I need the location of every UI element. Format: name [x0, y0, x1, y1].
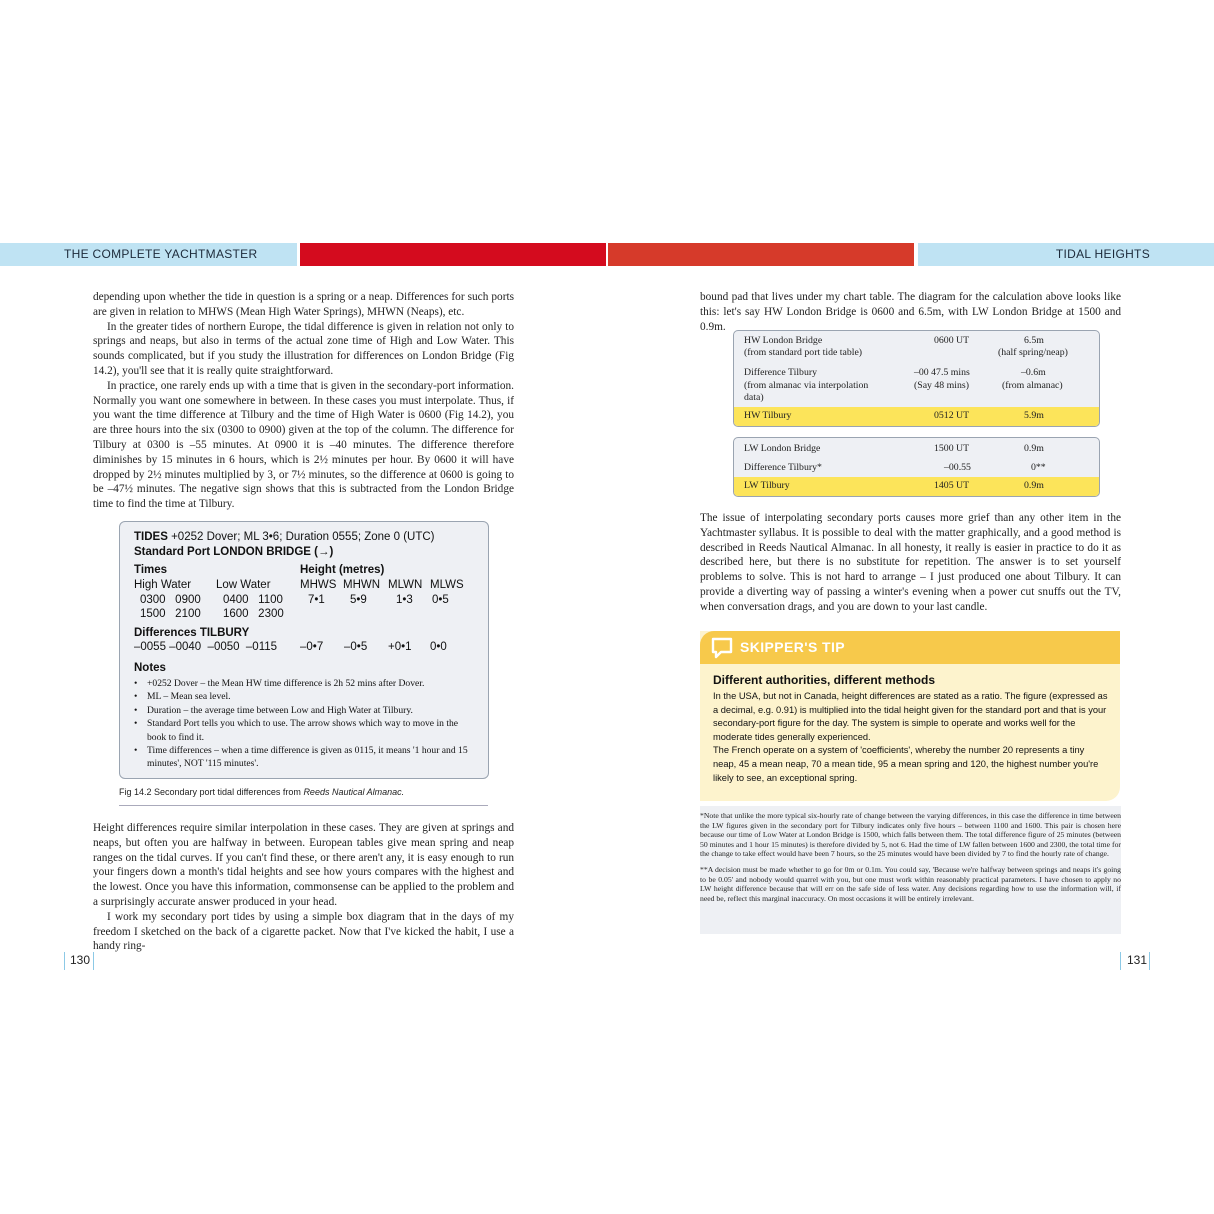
difference-mlws: 0•0: [430, 641, 447, 653]
standard-port-line: Standard Port LONDON BRIDGE (→): [134, 546, 334, 558]
paragraph: The issue of interpolating secondary ports causes more grief than any other item in the Yachtmaster syllabus. It is possible to deal with the matter graphically, and a good method is described in Reeds Nautical Almanac. In all honesty, it really is easier in practice to do it as described here, but there is no substitute for repetition. The answer is to set yourself problems to solve. This is not hard to arrange – I just produced one about Tilbury. It can provide a diverting way of passing a winter's evening when a power cut snuffs out the TV, when conversation drags, and you are down to your last candle.: [700, 512, 1121, 613]
running-head-left: THE COMPLETE YACHTMASTER: [64, 247, 258, 261]
page-number-left: 130: [70, 953, 91, 967]
right-body: [700, 511, 1121, 615]
mlws-label: MLWS: [430, 579, 464, 591]
height-mhws: 7•1: [308, 594, 325, 606]
left-body-top: [93, 290, 514, 512]
running-head-right: TIDAL HEIGHTS: [1055, 247, 1150, 261]
list-item: • ML – Mean sea level.: [134, 690, 478, 703]
differences-heading: Differences TILBURY: [134, 627, 250, 639]
difference-mhws: –0•7: [300, 641, 324, 653]
page-number-tick: [1120, 952, 1121, 970]
lw-times-row-1: 0400 1100: [223, 594, 283, 606]
table-row: HW London Bridge (from standard port tide table) 0600 UT 6.5m (half spring/neap): [744, 335, 1068, 358]
table-row: HW Tilbury 0512 UT 5.9m: [734, 407, 1099, 426]
paragraph: In the greater tides of northern Europe, the tidal difference is given in relation not only to springs and neaps, but also in terms of the actual zone time of High and Low Water. This sounds complicated, but if you study the illustration for differences on London Bridge (Fig 14.2), you'll see that it is really quite straightforward.: [93, 320, 514, 377]
table-row: LW London Bridge 1500 UT 0.9m: [744, 443, 1044, 454]
figure-caption: Fig 14.2 Secondary port tidal differences from Reeds Nautical Almanac.: [119, 787, 405, 797]
height-heading: Height (metres): [300, 564, 385, 576]
hw-calculation-box: [733, 330, 1100, 427]
speech-bubble-icon: [710, 636, 734, 660]
lw-times-row-2: 1600 2300: [223, 608, 284, 620]
hw-times-row-2: 1500 2100: [140, 608, 201, 620]
list-item: • Standard Port tells you which to use. The arrow shows which way to move in the book to find it.: [134, 717, 478, 744]
page-number-tick: [64, 952, 65, 970]
footnotes-box: [700, 806, 1121, 934]
list-item: • Time differences – when a time difference is given as 0115, it means '1 hour and 15 minutes', NOT '115 minutes'.: [134, 744, 478, 771]
mhws-label: MHWS: [300, 579, 337, 591]
tides-table-box: [119, 521, 489, 779]
right-intro: [700, 290, 1121, 334]
page-number-right: 131: [1127, 953, 1148, 967]
tides-line-1: TIDES +0252 Dover; ML 3•6; Duration 0555; Zone 0 (UTC): [134, 531, 435, 543]
low-water-label: Low Water: [216, 579, 271, 591]
table-row: Difference Tilbury (from almanac via interpolation data) –00 47.5 mins (Say 48 mins) –0.6m (from almanac): [744, 367, 1063, 403]
paragraph: I work my secondary port tides by using a simple box diagram that in the days of my freedom I sketched on the back of a cigarette packet. Now that I've kicked the habit, I use a handy ring-: [93, 910, 514, 953]
header-band-red-right: [608, 243, 914, 266]
header-band-red-left: [300, 243, 606, 266]
paragraph: bound pad that lives under my chart table. The diagram for the calculation above looks like this: let's say HW London Bridge is 0600 and 6.5m, with LW London Bridge at 1500 and 0.9m.: [700, 291, 1121, 333]
page-number-tick: [1149, 952, 1150, 970]
tip-header-band: [700, 631, 1120, 664]
height-mlwn: 1•3: [396, 594, 413, 606]
difference-times: –0055 –0040 –0050 –0115: [134, 641, 278, 653]
list-item: • +0252 Dover – the Mean HW time difference is 2h 52 mins after Dover.: [134, 677, 478, 690]
notes-list: [134, 677, 478, 771]
left-body-bottom: [93, 821, 514, 954]
tip-subtitle: Different authorities, different methods: [713, 673, 936, 687]
height-mhwn: 5•9: [350, 594, 367, 606]
times-heading: Times: [134, 564, 168, 576]
hw-times-row-1: 0300 0900: [140, 594, 201, 606]
footnote: **A decision must be made whether to go for 0m or 0.1m. You could say, 'Because we're halfway between springs and neaps it's going to be 0.05' and nobody would quarrel with you, but one must work within reasonably practical parameters. I have chosen to apply no LW height difference because that will err on the safe side of less water. Any decisions regarding how to use the information will, if need be, reflect this marginal inaccuracy. On most occasions it will be entirely irrelevant.: [700, 864, 1121, 903]
difference-mhwn: –0•5: [344, 641, 368, 653]
mlwn-label: MLWN: [388, 579, 423, 591]
mhwn-label: MHWN: [343, 579, 381, 591]
footnote: *Note that unlike the more typical six-hourly rate of change between the varying differences, in this case the difference in time between the LW figures given in the secondary port for Tilbury indicates only five hours – between 1100 and 1600. This pair is chosen here because our time of Low Water at London Bridge is 1500, which falls between them. The total difference figure of 25 minutes (between 50 minutes and 1 hour 15 minutes) is therefore divided by 5, not 6. Had the time of LW fallen between 1600 and 2300, the total time for the change to take effect would have been 7 hours, so the 25 minutes would have been divided by 7 to find the hourly rate of change.: [700, 811, 1121, 859]
high-water-label: High Water: [134, 579, 192, 591]
tip-body: [713, 690, 1109, 785]
height-mlws: 0•5: [432, 594, 449, 606]
paragraph: Height differences require similar interpolation in these cases. They are given at springs and neaps, but often you are halfway in between. European tables give mean spring and neap ranges on the tidal curves. If you can't find these, or there aren't any, it is easy enough to run your fingers down a month's tidal heights and see how yours compares with the highest and the lowest. Once you have this information, commonsense can be applied to the problem and a surprisingly accurate answer produced in your head.: [93, 822, 514, 908]
caption-divider: [119, 805, 488, 806]
lw-calculation-box: [733, 437, 1100, 497]
notes-heading: Notes: [134, 662, 166, 674]
skippers-tip-box: [700, 631, 1120, 801]
difference-mlwn: +0•1: [388, 641, 412, 653]
page-number-tick: [93, 952, 94, 970]
paragraph: depending upon whether the tide in question is a spring or a neap. Differences for such ports are given in relation to MHWS (Mean High Water Springs), MHWN (Neaps), etc.: [93, 291, 514, 318]
paragraph: In practice, one rarely ends up with a time that is given in the secondary-port information. Normally you want one somewhere in between. In these cases you must interpolate. Thus, if you want the time difference at Tilbury and the time of High Water is 0600 (Fig 14.2), you are three hours into the six (0300 to 0900) given at the top of the column. The difference for Tilbury at 0300 is –55 minutes. At 0900 it is –40 minutes. The difference therefore diminishes by 15 minutes in 6 hours, which is 2½ minutes per hour. By 0600 it will have dropped by 2½ minutes multiplied by 3, or 7½ minutes, so the difference at 0600 is going to be –47½ minutes. The negative sign shows that this is subtracted from the London Bridge time to find the time at Tilbury.: [93, 379, 514, 511]
list-item: • Duration – the average time between Low and High Water at Tilbury.: [134, 704, 478, 717]
table-row: Difference Tilbury* –00.55 0**: [744, 462, 1046, 473]
tip-title: SKIPPER'S TIP: [740, 639, 845, 655]
paragraph: The French operate on a system of 'coefficients', whereby the number 20 represents a tiny neap, 45 a mean neap, 70 a mean tide, 95 a mean spring and 120, the highest number you're likely to see, an exceptional spring.: [713, 745, 1099, 783]
table-row: LW Tilbury 1405 UT 0.9m: [734, 477, 1099, 496]
paragraph: In the USA, but not in Canada, height differences are stated as a ratio. The figure (expressed as a decimal, e.g. 0.91) is multiplied into the tidal height given for the standard port and that is your secondary-port figure for the day. The system is simple to operate and works well for the moderate tides generally experienced.: [713, 691, 1108, 742]
